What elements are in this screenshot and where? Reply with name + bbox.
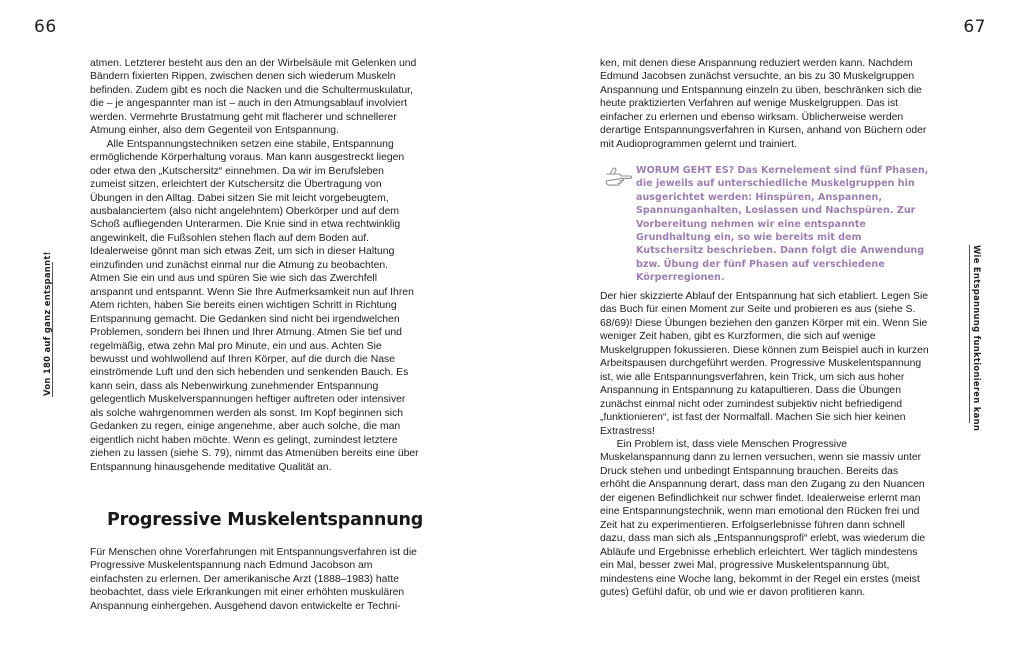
side-rule-right	[969, 245, 970, 423]
right-column-top	[600, 57, 930, 151]
left-column-top	[90, 57, 420, 474]
pointing-hand-icon	[604, 166, 632, 186]
page-number-right: 67	[963, 17, 986, 37]
paragraph: Für Menschen ohne Vorerfahrungen mit Entspannungsverfahren ist die Progressive Muskelentspannung nach Edmund Jacobson am einfachsten zu erlernen. Der amerikanische Arzt (1888–1983) hatte beobachtet, dass viele Erkrankungen mit einer erhöhten muskulären Anspannung einhergehen. Ausgehend davon entwickelte er Techni-	[90, 547, 417, 612]
paragraph: ken, mit denen diese Anspannung reduziert werden kann. Nachdem Edmund Jacobsen zunächst versuchte, an bis zu 30 Muskelgruppen Anspannung und Entspannung einzeln zu üben, beschränken sich die heute praktizierten Verfahren auf wenige Muskelgruppen. Das ist einfacher zu erlernen und ebenso wirksam. Üblicherweise werden derartige Entspannungsverfahren in Kursen, anhand von Büchern oder mit Audioprogrammen gelernt und trainiert.	[600, 58, 927, 150]
paragraph: Alle Entspannungstechniken setzen eine stabile, Entspannung ermöglichende Körperhaltung voraus. Man kann ausgestreckt liegen oder etwa den „Kutschersitz“ einnehmen. Da wir im Berufsleben zumeist sitzen, erleichtert der Kutschersitz die Übertragung von Übungen in den Alltag. Dabei sitzen Sie mit leicht vorgebeugtem, ausbalanciertem (also nicht angelehntem) Oberkörper und auf dem Schoß aufliegenden Unterarmen. Die Knie sind in etwa rechtwinklig angewinkelt, die Fußsohlen stehen flach auf dem Boden auf. Idealerweise gönnt man sich etwas Zeit, um sich in dieser Haltung einzufinden und zunächst einmal nur die Atmung zu beobachten. Atmen Sie ein und aus und spüren Sie wie sich das Zwerchfell anspannt und entspannt. Wenn Sie Ihre Aufmerksamkeit nun auf Ihren Atem richten, haben Sie bereits einen wichtigen Schritt in Richtung Entspannung gemacht. Die Gedanken sind nicht bei irgendwelchen Problemen, sondern bei Ihnen und Ihrer Atmung. Atmen Sie tief und regelmäßig, etwa zehn Mal pro Minute, ein und aus. Achten Sie bewusst und wohlwollend auf Ihren Körper, auf die durch die Nase einströmende Luft und den sich hebenden und senkenden Bauch. Es kann sein, dass als Nebenwirkung zunehmender Entspannung gelegentlich Muskelverspannungen heftiger auftreten oder intensiver als solche wahrgenommen werden als sonst. Im Kopf beginnen sich Gedanken zu regen, einige angenehme, aber auch solche, die man eigentlich nicht haben möchte. Wenn es gelingt, zumindest letztere ziehen zu lassen (siehe S. 79), nimmt das Atmenüben bereits eine über Entspannung hinausgehende meditative Qualität an.	[90, 138, 419, 473]
running-head-right: Wie Entspannung funktionieren kann	[972, 245, 982, 432]
right-column-bottom	[600, 290, 930, 599]
running-head-left: Von 180 auf ganz entspannt!	[42, 251, 52, 396]
page-number-left: 66	[34, 17, 57, 37]
paragraph: Der hier skizzierte Ablauf der Entspannung hat sich etabliert. Legen Sie das Buch für einen Moment zur Seite und probieren es aus (siehe S. 68/69)! Diese Übungen beziehen den ganzen Körper mit ein. Wenn Sie weniger Zeit haben, gibt es Kurzformen, die sich auf wenige Muskelgruppen fokussieren. Diese können zum Beispiel auch in kurzen Arbeitspausen durchgeführt werden. Progressive Muskelentspannung ist, wie alle Entspannungsverfahren, kein Trick, um sich aus hoher Anspannung in Entspannung zu katapultieren. Dass die Übungen zunächst einmal nicht oder zumindest subjektiv nicht befriedigend „funktionieren“, ist fast der Normalfall. Machen Sie sich hier keinen Extrastress!	[600, 291, 929, 437]
section-heading: Progressive Muskelentspannung	[107, 510, 424, 530]
callout-text: WORUM GEHT ES? Das Kernelement sind fünf Phasen, die jeweils auf unterschiedliche Muskelgruppen hin ausgerichtet werden: Hinspüren, Anspannen, Spannunganhalten, Loslassen und Nachspüren. Zur Vorbereitung nehmen wir eine entspannte Grundhaltung ein, so wie bereits mit dem Kutschersitz beschrieben. Dann folgt die Anwendung bzw. Übung der fünf Phasen auf verschiedene Körperregionen.	[636, 165, 929, 284]
side-rule-left	[52, 262, 53, 397]
paragraph: Ein Problem ist, dass viele Menschen Progressive Muskelanspannung dann zu lernen versuchen, wenn sie massiv unter Druck stehen und unbedingt Entspannung brauchen. Bereits das erhöht die Anspannung derart, dass man den Zugang zu den Nuancen der eigenen Befindlichkeit nur schwer findet. Idealerweise erlernt man eine Entspannungstechnik, wenn man emotional den Rücken frei und Zeit hat zu experimentieren. Erfolgserlebnisse führen dann schnell dazu, dass man sich als „Entspannungsprofi“ erlebt, was wiederum die Abläufe und Ergebnisse erheblich erleichtert. Wer täglich mindestens ein Mal, besser zwei Mal, progressive Muskelentspannung übt, mindestens eine Woche lang, bekommt in der Regel ein erstes (meist gutes) Gefühl dafür, ob und wie er davon profitieren kann.	[600, 438, 926, 598]
paragraph: atmen. Letzterer besteht aus den an der Wirbelsäule mit Gelenken und Bändern fixierten Rippen, zwischen denen sich wiederum Muskeln befinden. Zudem gibt es noch die Nacken und die Schultermuskulatur, die – je angespannter man ist – auch in den Atmungsablauf involviert werden. Vermehrte Brustatmung geht mit flacherer und schnellerer Atmung einher, also dem Gegenteil von Entspannung.	[90, 58, 417, 137]
left-column-bottom	[90, 546, 420, 613]
